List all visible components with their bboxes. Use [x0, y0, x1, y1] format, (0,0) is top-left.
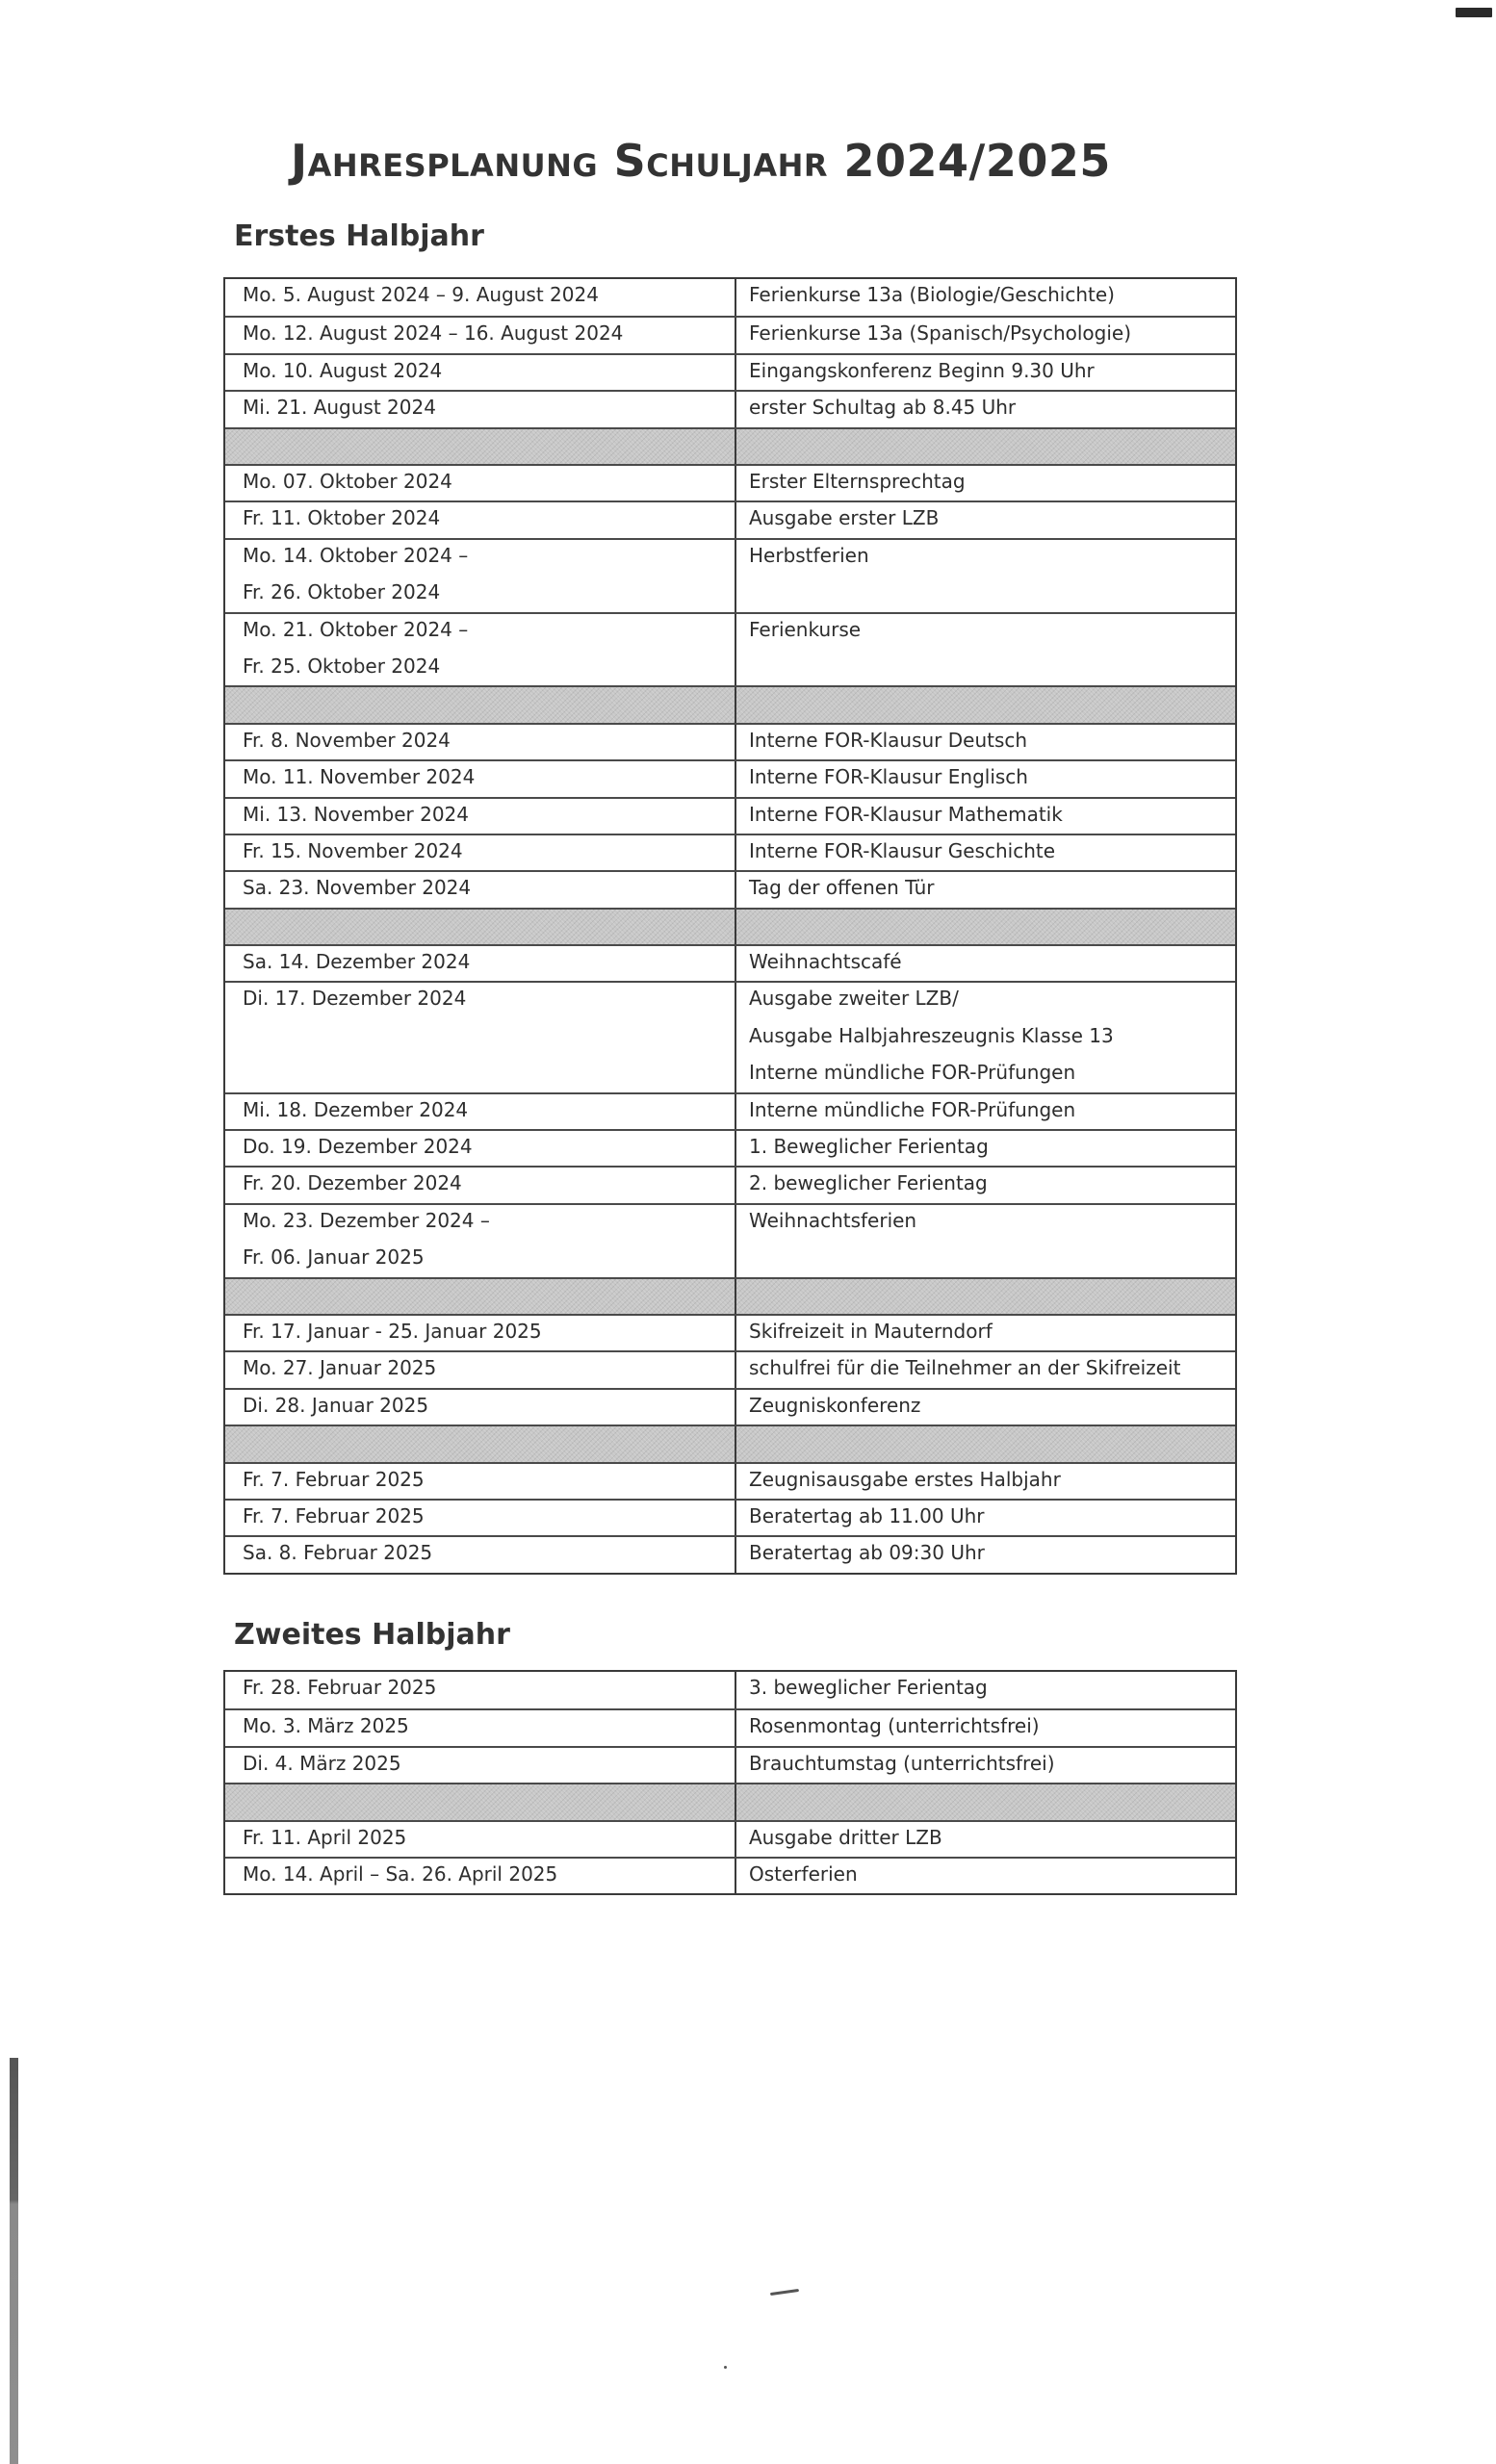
event-text: Ausgabe dritter LZB: [749, 1825, 942, 1849]
table-row: [225, 834, 1235, 870]
separator-row: [225, 1424, 1235, 1461]
table-row: [225, 612, 1235, 686]
separator-cell: [736, 429, 1235, 464]
table-row: [225, 390, 1235, 426]
event-cell: [736, 1131, 1235, 1166]
event-cell: [736, 1537, 1235, 1572]
table-row: [225, 1499, 1235, 1535]
separator-cell: [225, 1784, 736, 1819]
date-cell: [225, 1748, 736, 1783]
date-text: Di. 17. Dezember 2024: [243, 987, 467, 1011]
separator-cell: [736, 687, 1235, 722]
table-row: [225, 1708, 1235, 1745]
event-cell: [736, 983, 1235, 1091]
separator-cell: [225, 910, 736, 944]
date-text: Mo. 14. April – Sa. 26. April 2025: [243, 1861, 558, 1886]
event-text: 3. beweglicher Ferientag: [749, 1676, 988, 1699]
date-cell: [225, 946, 736, 981]
date-cell: [225, 1501, 736, 1535]
event-cell: [736, 1464, 1235, 1499]
table-row: [225, 464, 1235, 500]
date-cell: [225, 279, 736, 316]
separator-cell: [736, 1784, 1235, 1819]
separator-cell: [225, 1279, 736, 1314]
event-cell: [736, 725, 1235, 759]
date-cell: [225, 1131, 736, 1166]
event-cell: [736, 1822, 1235, 1857]
date-text: Mo. 10. August 2024: [243, 358, 443, 382]
date-cell: [225, 983, 736, 1091]
separator-cell: [225, 429, 736, 464]
event-text: Weihnachtscafé: [749, 950, 902, 974]
event-cell: [736, 799, 1235, 834]
scan-speck: [770, 2289, 799, 2296]
separator-cell: [736, 1426, 1235, 1461]
event-text: Beratertag ab 11.00 Uhr: [749, 1503, 985, 1527]
separator-cell: [736, 1279, 1235, 1314]
table-row: [225, 1746, 1235, 1783]
table-row: [225, 1820, 1235, 1857]
date-cell: [225, 1859, 736, 1893]
date-text: Fr. 7. Februar 2025: [243, 1467, 425, 1491]
table-row: [225, 353, 1235, 390]
date-text: Mo. 11. November 2024: [243, 765, 476, 789]
date-text: Mo. 21. Oktober 2024 –: [243, 617, 469, 641]
separator-row: [225, 1783, 1235, 1819]
separator-cell: [225, 687, 736, 722]
event-text: Brauchtumstag (unterrichtsfrei): [749, 1751, 1055, 1775]
event-cell: [736, 614, 1235, 686]
event-cell: [736, 835, 1235, 870]
date-text: Mi. 18. Dezember 2024: [243, 1097, 469, 1121]
separator-row: [225, 685, 1235, 722]
date-text: Di. 4. März 2025: [243, 1751, 401, 1775]
event-cell: [736, 946, 1235, 981]
page-title: Jahresplanung Schuljahr 2024/2025: [291, 134, 1111, 187]
date-cell: [225, 1205, 736, 1277]
scan-edge-bar: [10, 2058, 18, 2464]
event-text: Herbstferien: [749, 543, 869, 567]
table-row: [225, 1672, 1235, 1708]
date-cell: [225, 1168, 736, 1202]
event-text: schulfrei für die Teilnehmer an der Skifreizeit: [749, 1356, 1181, 1380]
table-row: [225, 797, 1235, 834]
date-cell: [225, 1822, 736, 1857]
event-text: Ausgabe erster LZB: [749, 506, 940, 530]
table-row: [225, 1388, 1235, 1424]
date-text: Fr. 15. November 2024: [243, 838, 463, 862]
event-text: Rosenmontag (unterrichtsfrei): [749, 1714, 1040, 1738]
event-cell: [736, 872, 1235, 907]
date-text: Fr. 11. April 2025: [243, 1825, 407, 1849]
table-row: [225, 1314, 1235, 1350]
separator-row: [225, 908, 1235, 944]
event-cell: [736, 1168, 1235, 1202]
date-cell: [225, 1094, 736, 1129]
event-text: Osterferien: [749, 1861, 858, 1886]
date-text: Mo. 27. Januar 2025: [243, 1356, 437, 1380]
date-text: Mo. 07. Oktober 2024: [243, 469, 452, 493]
event-text: Skifreizeit in Mauterndorf: [749, 1320, 993, 1343]
date-cell: [225, 1672, 736, 1708]
date-text: Fr. 26. Oktober 2024: [243, 580, 441, 604]
event-text: Interne mündliche FOR-Prüfungen: [749, 1061, 1076, 1085]
event-text: Tag der offenen Tür: [749, 876, 935, 900]
event-text: Ausgabe Halbjahreszeugnis Klasse 13: [749, 1023, 1114, 1047]
event-cell: [736, 540, 1235, 612]
date-cell: [225, 725, 736, 759]
date-cell: [225, 318, 736, 352]
date-cell: [225, 872, 736, 907]
separator-row: [225, 1277, 1235, 1314]
event-text: Beratertag ab 09:30 Uhr: [749, 1541, 985, 1565]
event-cell: [736, 1316, 1235, 1350]
event-cell: [736, 279, 1235, 316]
event-cell: [736, 1352, 1235, 1387]
event-text: Ausgabe zweiter LZB/: [749, 987, 959, 1011]
date-cell: [225, 355, 736, 390]
date-cell: [225, 1390, 736, 1424]
date-cell: [225, 1464, 736, 1499]
event-text: 1. Beweglicher Ferientag: [749, 1135, 989, 1159]
date-text: Sa. 14. Dezember 2024: [243, 950, 471, 974]
event-cell: [736, 1205, 1235, 1277]
date-cell: [225, 614, 736, 686]
event-cell: [736, 1859, 1235, 1893]
scan-corner-mark: [1456, 8, 1492, 17]
event-text: Interne FOR-Klausur Deutsch: [749, 728, 1028, 752]
date-text: Sa. 23. November 2024: [243, 876, 472, 900]
date-text: Mo. 23. Dezember 2024 –: [243, 1208, 490, 1232]
date-text: Do. 19. Dezember 2024: [243, 1135, 473, 1159]
date-cell: [225, 1537, 736, 1572]
date-text: Fr. 7. Februar 2025: [243, 1503, 425, 1527]
date-cell: [225, 1352, 736, 1387]
event-cell: [736, 1710, 1235, 1745]
event-cell: [736, 392, 1235, 426]
table-row: [225, 1092, 1235, 1129]
table-row: [225, 1462, 1235, 1499]
event-cell: [736, 1748, 1235, 1783]
date-cell: [225, 1710, 736, 1745]
event-cell: [736, 1672, 1235, 1708]
event-cell: [736, 1501, 1235, 1535]
table-row: [225, 981, 1235, 1091]
event-cell: [736, 502, 1235, 537]
date-text: Fr. 20. Dezember 2024: [243, 1171, 462, 1195]
table-row: [225, 723, 1235, 759]
date-cell: [225, 502, 736, 537]
date-text: Di. 28. Januar 2025: [243, 1393, 429, 1417]
table-row: [225, 1535, 1235, 1572]
date-text: Sa. 8. Februar 2025: [243, 1541, 433, 1565]
event-text: Interne FOR-Klausur Englisch: [749, 765, 1028, 789]
date-text: Fr. 11. Oktober 2024: [243, 506, 441, 530]
table-row: [225, 1857, 1235, 1893]
section-heading-zweites-halbjahr: Zweites Halbjahr: [234, 1618, 510, 1652]
event-text: Interne FOR-Klausur Mathematik: [749, 802, 1063, 826]
event-cell: [736, 355, 1235, 390]
event-text: Erster Elternsprechtag: [749, 469, 966, 493]
event-text: Zeugnisausgabe erstes Halbjahr: [749, 1467, 1061, 1491]
date-cell: [225, 392, 736, 426]
date-text: Fr. 17. Januar - 25. Januar 2025: [243, 1320, 542, 1343]
table-row: [225, 1129, 1235, 1166]
event-text: Ferienkurse: [749, 617, 862, 641]
date-text: Mo. 14. Oktober 2024 –: [243, 543, 469, 567]
table-row: [225, 316, 1235, 352]
event-cell: [736, 761, 1235, 796]
table-row: [225, 870, 1235, 907]
event-text: Interne mündliche FOR-Prüfungen: [749, 1097, 1076, 1121]
date-text: Fr. 28. Februar 2025: [243, 1676, 437, 1699]
date-text: Fr. 06. Januar 2025: [243, 1245, 425, 1270]
date-text: Mo. 3. März 2025: [243, 1714, 409, 1738]
date-text: Fr. 8. November 2024: [243, 728, 451, 752]
event-text: Weihnachtsferien: [749, 1208, 917, 1232]
date-cell: [225, 799, 736, 834]
event-cell: [736, 318, 1235, 352]
table-row: [225, 1203, 1235, 1277]
date-cell: [225, 466, 736, 500]
event-text: Ferienkurse 13a (Spanisch/Psychologie): [749, 321, 1132, 346]
date-text: Fr. 25. Oktober 2024: [243, 654, 441, 678]
table-row: [225, 1350, 1235, 1387]
event-text: erster Schultag ab 8.45 Uhr: [749, 396, 1017, 420]
schedule-table-erstes-halbjahr: [223, 277, 1237, 1575]
event-cell: [736, 466, 1235, 500]
date-text: Mo. 5. August 2024 – 9. August 2024: [243, 283, 599, 306]
table-row: [225, 279, 1235, 316]
event-text: Zeugniskonferenz: [749, 1393, 921, 1417]
schedule-table-zweites-halbjahr: [223, 1670, 1237, 1895]
date-text: Mo. 12. August 2024 – 16. August 2024: [243, 321, 624, 346]
scan-speck: [724, 2366, 727, 2369]
event-text: 2. beweglicher Ferientag: [749, 1171, 988, 1195]
event-text: Interne FOR-Klausur Geschichte: [749, 838, 1056, 862]
date-cell: [225, 835, 736, 870]
table-row: [225, 500, 1235, 537]
date-cell: [225, 540, 736, 612]
date-cell: [225, 761, 736, 796]
separator-cell: [736, 910, 1235, 944]
table-row: [225, 944, 1235, 981]
event-cell: [736, 1094, 1235, 1129]
event-cell: [736, 1390, 1235, 1424]
date-cell: [225, 1316, 736, 1350]
event-text: Ferienkurse 13a (Biologie/Geschichte): [749, 283, 1115, 306]
table-row: [225, 538, 1235, 612]
table-row: [225, 759, 1235, 796]
table-row: [225, 1166, 1235, 1202]
separator-cell: [225, 1426, 736, 1461]
separator-row: [225, 427, 1235, 464]
date-text: Mi. 21. August 2024: [243, 396, 436, 420]
section-heading-erstes-halbjahr: Erstes Halbjahr: [234, 219, 484, 253]
date-text: Mi. 13. November 2024: [243, 802, 469, 826]
event-text: Eingangskonferenz Beginn 9.30 Uhr: [749, 358, 1095, 382]
